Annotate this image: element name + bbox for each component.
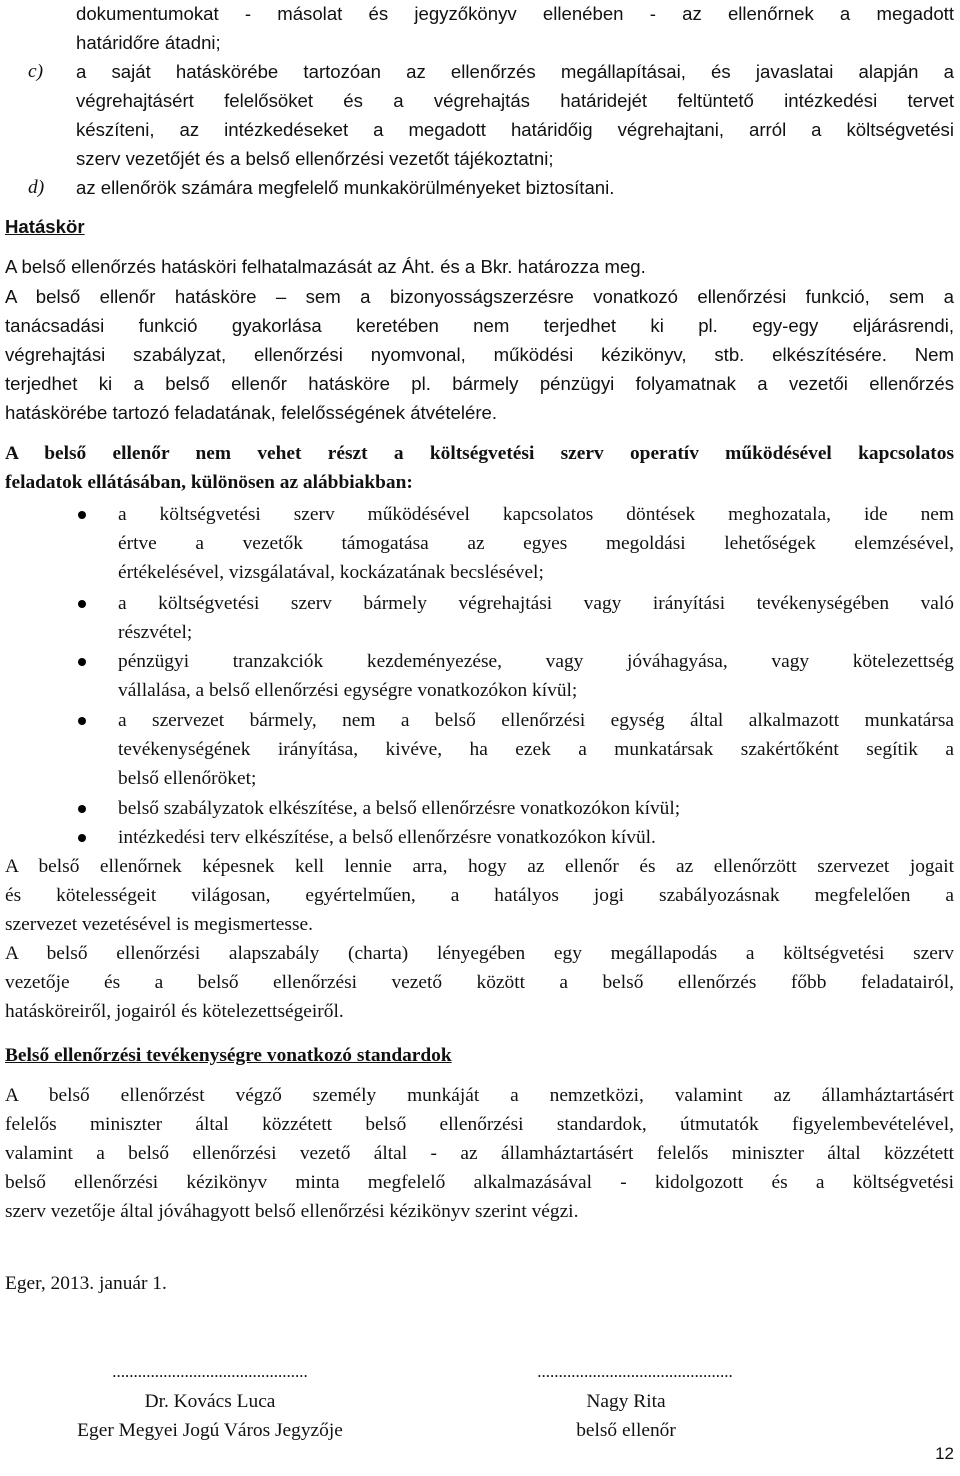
page-number: 12 xyxy=(935,1444,954,1463)
list-item-c-line-3: készíteni, az intézkedéseket a megadott határidőig végrehajtani, arról a költségvetési xyxy=(76,119,954,140)
paragraph-charter-line-3: hatásköreiről, jogairól és kötelezettségeiről. xyxy=(5,1001,344,1022)
standards-line-4: belső ellenőrzési kézikönyv minta megfelelő alkalmazásával - kidolgozott és a költségvetési xyxy=(5,1172,954,1193)
list-label-d: d) xyxy=(28,177,45,198)
bullet-dot xyxy=(78,600,86,608)
section-heading-hataskor: Hatáskör xyxy=(5,216,85,237)
list-item-c-line-1: a saját hatáskörébe tartozóan az ellenőrzés megállapításai, és javaslatai alapján a xyxy=(76,61,954,82)
bullet-2-line-2: részvétel; xyxy=(118,622,193,643)
paragraph-capable-line-3: szervezet vezetésével is megismertesse. xyxy=(5,914,313,935)
restriction-heading-line-2: feladatok ellátásában, különösen az alábbiakban: xyxy=(5,472,413,493)
hataskor-p2-line-3: végrehajtási szabályzat, ellenőrzési nyomvonal, működési kézikönyv, stb. elkészítésére. Nem xyxy=(5,344,954,365)
bullet-3-line-1: pénzügyi tranzakciók kezdeményezése, vagy jóváhagyása, vagy kötelezettség xyxy=(118,651,954,672)
bullet-4-line-3: belső ellenőröket; xyxy=(118,768,257,789)
section-heading-standards: Belső ellenőrzési tevékenységre vonatkozó standardok xyxy=(5,1045,452,1066)
list-label-c: c) xyxy=(28,61,44,82)
bullet-dot xyxy=(78,805,86,813)
list-item-b-line-1: dokumentumokat - másolat és jegyzőkönyv ellenében - az ellenőrnek a megadott xyxy=(76,3,954,24)
bullet-1-line-2: értve a vezetők támogatása az egyes megoldási lehetőségek elemzésével, xyxy=(118,533,954,554)
list-item-d-line-1: az ellenőrök számára megfelelő munkakörülményeket biztosítani. xyxy=(76,177,615,198)
standards-line-5: szerv vezetője által jóváhagyott belső ellenőrzési kézikönyv szerint végzi. xyxy=(5,1201,579,1222)
signatory-name: Nagy Rita xyxy=(586,1391,666,1412)
hataskor-p2-line-4: terjedhet ki a belső ellenőr hatásköre pl. bármely pénzügyi folyamatnak a vezetői ellenőrzés xyxy=(5,373,954,394)
bullet-dot xyxy=(78,658,86,666)
bullet-dot xyxy=(78,511,86,519)
hataskor-p2-line-5: hatáskörébe tartozó feladatának, felelősségének átvételére. xyxy=(5,402,498,423)
paragraph-capable-line-1: A belső ellenőrnek képesnek kell lennie arra, hogy az ellenőr és az ellenőrzött szervezet jogait xyxy=(5,856,954,877)
hataskor-p2-line-2: tanácsadási funkció gyakorlása keretében nem terjedhet ki pl. egy-egy eljárásrendi, xyxy=(5,315,954,336)
standards-line-1: A belső ellenőrzést végző személy munkáját a nemzetközi, valamint az államháztartásért xyxy=(5,1085,954,1106)
signatory-title: Eger Megyei Jogú Város Jegyzője xyxy=(77,1420,343,1441)
signature-line: .............................................. xyxy=(112,1362,308,1381)
bullet-2-line-1: a költségvetési szerv bármely végrehajtási vagy irányítási tevékenységében való xyxy=(118,593,954,614)
bullet-5-line-1: belső szabályzatok elkészítése, a belső ellenőrzésre vonatkozókon kívül; xyxy=(118,798,681,819)
paragraph-charter-line-2: vezetője és a belső ellenőrzési vezető között a belső ellenőrzés főbb feladatairól, xyxy=(5,972,954,993)
standards-line-3: valamint a belső ellenőrzési vezető által - az államháztartásért felelős miniszter által közzétett xyxy=(5,1143,954,1164)
list-item-c-line-2: végrehajtásért felelősöket és a végrehajtás határidejét feltüntető intézkedési tervet xyxy=(76,90,954,111)
bullet-4-line-2: tevékenységének irányítása, kivéve, ha ezek a munkatársak szakértőként segítik a xyxy=(118,739,954,760)
standards-line-2: felelős miniszter által közzétett belső ellenőrzési standardok, útmutatók figyelembevételével, xyxy=(5,1114,954,1135)
bullet-3-line-2: vállalása, a belső ellenőrzési egységre vonatkozókon kívül; xyxy=(118,680,578,701)
bullet-dot xyxy=(78,717,86,725)
place-date: Eger, 2013. január 1. xyxy=(5,1273,167,1294)
bullet-1-line-1: a költségvetési szerv működésével kapcsolatos döntések meghozatala, ide nem xyxy=(118,504,954,525)
signature-line: .............................................. xyxy=(537,1362,733,1381)
list-item-c-line-4: szerv vezetőjét és a belső ellenőrzési vezetőt tájékoztatni; xyxy=(76,148,554,169)
signatory-name: Dr. Kovács Luca xyxy=(144,1391,276,1412)
bullet-dot xyxy=(78,834,86,842)
bullet-1-line-3: értékelésével, vizsgálatával, kockázatának becslésével; xyxy=(118,562,544,583)
list-item-b-line-2: határidőre átadni; xyxy=(76,32,221,53)
bullet-4-line-1: a szervezet bármely, nem a belső ellenőrzési egység által alkalmazott munkatársa xyxy=(118,710,954,731)
paragraph-charter-line-1: A belső ellenőrzési alapszabály (charta) lényegében egy megállapodás a költségvetési szerv xyxy=(5,943,954,964)
restriction-heading-line-1: A belső ellenőr nem vehet részt a költségvetési szerv operatív működésével kapcsolatos xyxy=(5,443,954,464)
signatory-title: belső ellenőr xyxy=(576,1420,676,1441)
bullet-6-line-1: intézkedési terv elkészítése, a belső ellenőrzésre vonatkozókon kívül. xyxy=(118,827,656,848)
hataskor-p2-line-1: A belső ellenőr hatásköre – sem a bizonyosságszerzésre vonatkozó ellenőrzési funkció, sem a xyxy=(5,286,954,307)
paragraph-capable-line-2: és kötelességeit világosan, egyértelműen, a hatályos jogi szabályozásnak megfelelően a xyxy=(5,885,954,906)
hataskor-paragraph-1: A belső ellenőrzés hatásköri felhatalmazását az Áht. és a Bkr. határozza meg. xyxy=(5,256,646,277)
